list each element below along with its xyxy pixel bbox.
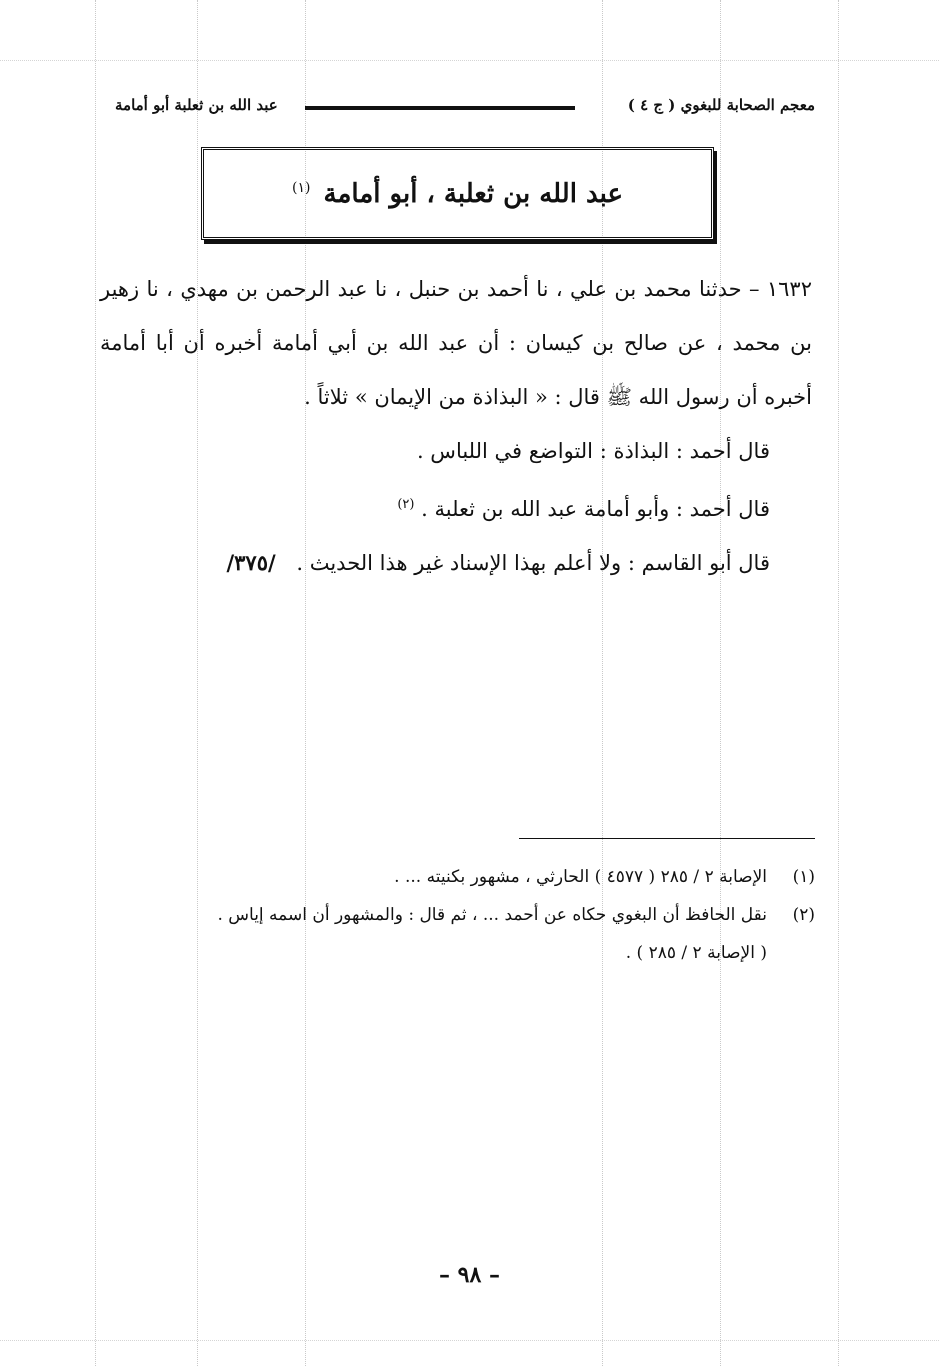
footnote-text: نقل الحافظ أن البغوي حكاه عن أحمد ... ، ثم قال : والمشهور أن اسمه إياس . bbox=[217, 905, 767, 925]
footnote-text: الإصابة ٢ / ٢٨٥ ( ٤٥٧٧ ) الحارثي ، مشهور بكنيته ... . bbox=[394, 867, 767, 887]
chapter-title bbox=[292, 179, 623, 209]
footnote-separator bbox=[519, 838, 815, 839]
chapter-title-text: عبد الله بن ثعلبة ، أبو أمامة bbox=[323, 178, 623, 209]
running-head-section-title: عبد الله بن ثعلبة أبو أمامة bbox=[115, 96, 278, 114]
running-head-book-title: معجم الصحابة للبغوي ( ج ٤ ) bbox=[627, 96, 815, 114]
footnote-ref: (٢) bbox=[397, 497, 415, 512]
main-text bbox=[100, 262, 812, 590]
hadith-paragraph: ١٦٣٢ – حدثنا محمد بن علي ، نا أحمد بن حنبل ، نا عبد الرحمن بن مهدي ، نا زهير بن محمد ، عن صالح بن كيسان : أن عبد الله بن أبي أمامة أخبره أن أبا أمامة أخبره أن رسول الله ﷺ قال : « البذاذة من الإيمان » ثلاثاً . bbox=[100, 277, 812, 409]
scan-guide-line bbox=[95, 0, 96, 1366]
footnote-number: (١) bbox=[792, 867, 815, 887]
page-number: – ٩٨ – bbox=[439, 1262, 500, 1288]
comment-line: قال أحمد : البذاذة : التواضع في اللباس . bbox=[416, 439, 770, 463]
running-head-rule bbox=[305, 106, 575, 110]
scan-guide-line bbox=[0, 60, 939, 61]
chapter-title-footnote-ref: (١) bbox=[292, 179, 311, 196]
comment-line-text: قال أبو القاسم : ولا أعلم بهذا الإسناد غير هذا الحديث . bbox=[296, 551, 770, 575]
scan-guide-line bbox=[838, 0, 839, 1366]
scan-guide-line bbox=[720, 0, 721, 1366]
comment-line bbox=[100, 478, 812, 536]
comment-line-text: قال أحمد : وأبو أمامة عبد الله بن ثعلبة . bbox=[421, 497, 770, 521]
scan-guide-line bbox=[197, 0, 198, 1366]
comment-line bbox=[100, 536, 812, 590]
chapter-title-box bbox=[201, 147, 714, 240]
running-head bbox=[115, 96, 815, 120]
manuscript-page-ref: /٣٧٥/ bbox=[226, 550, 276, 575]
footnote-number: (٢) bbox=[792, 905, 815, 925]
scan-guide-line bbox=[0, 1340, 939, 1341]
footnote-continuation: ( الإصابة ٢ / ٢٨٥ ) . bbox=[625, 943, 767, 963]
footnote-item bbox=[105, 858, 815, 896]
footnotes bbox=[105, 858, 815, 972]
footnote-item bbox=[105, 896, 815, 934]
